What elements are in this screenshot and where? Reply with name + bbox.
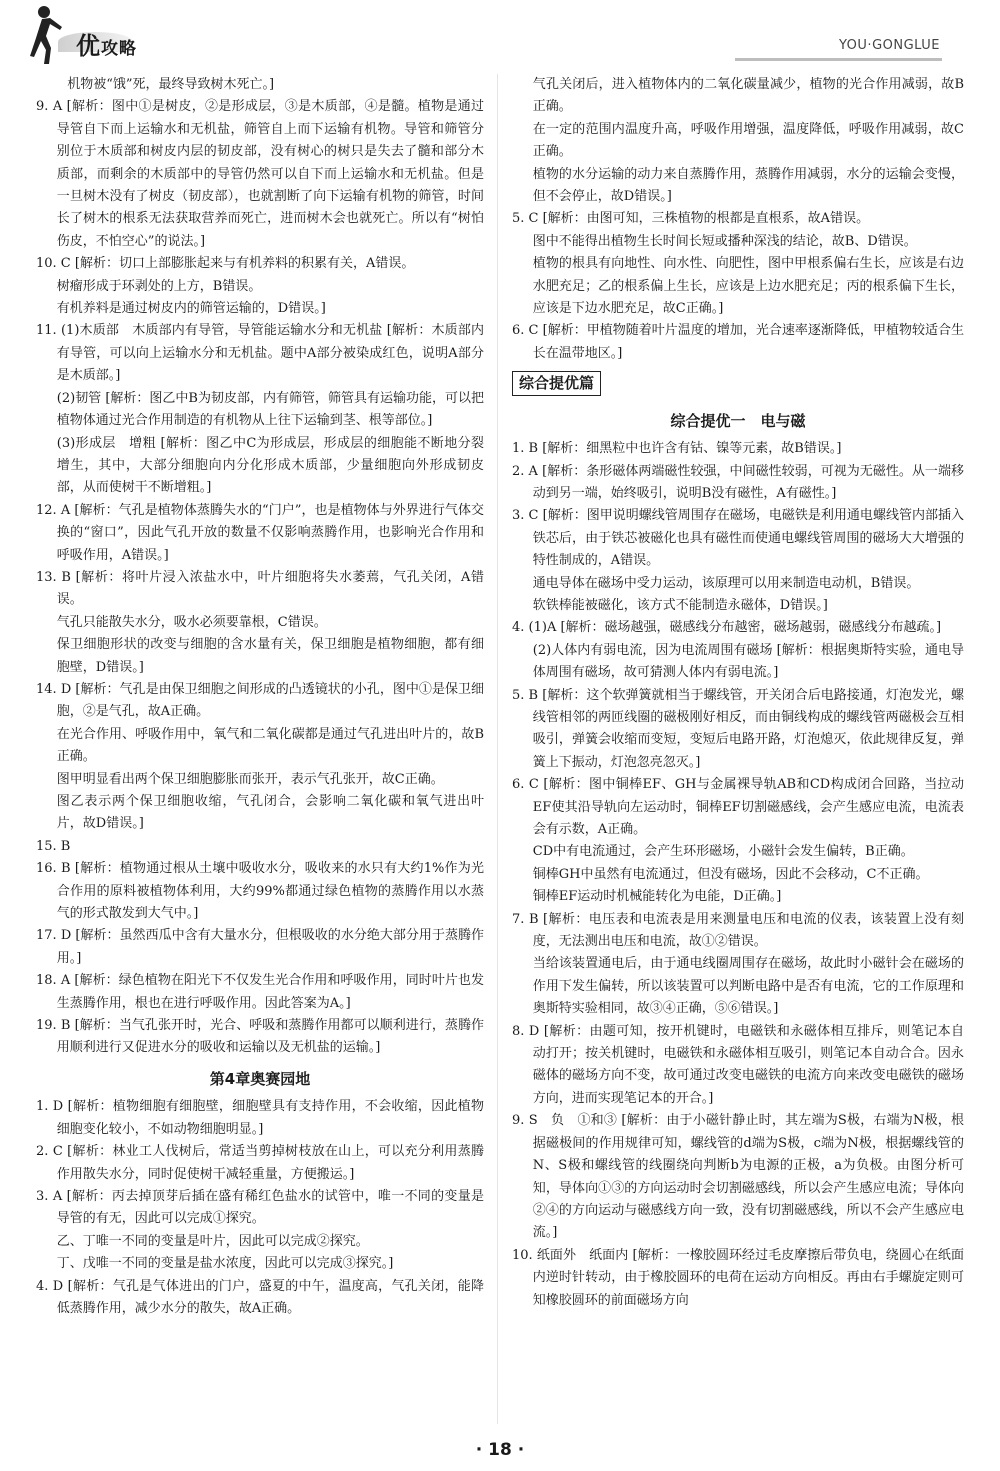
boxed-section-title: 综合提优篇 bbox=[512, 371, 601, 395]
brand-logo bbox=[76, 26, 137, 61]
answer-paragraph: 6. C [解析：甲植物随着叶片温度的增加，光合速率逐渐降低，甲植物较适合生长在温带地区。] bbox=[512, 323, 964, 361]
answer-paragraph: CD中有电流通过，会产生环形磁场，小磁针会发生偏转，B正确。 bbox=[532, 844, 914, 860]
answer-paragraph: (2)人体内有弱电流，因为电流周围有磁场 [解析：根据奥斯特实验，通电导体周围有磁场，故可猜测人体内有弱电流。] bbox=[532, 642, 964, 681]
header-rule bbox=[735, 58, 942, 61]
answer-paragraph: 铜棒GH中虽然有电流通过，但没有磁场，因此不会移动，C不正确。 bbox=[532, 866, 929, 882]
answer-paragraph: 5. B [解析：这个软弹簧就相当于螺线管，开关闭合后电路接通，灯泡发光，螺线管相邻的两匝线圈的磁极刚好相反，而由铜线构成的螺线管两磁极会互相吸引，弹簧会收缩而变短，变短后电路开路，灯泡熄灭，依此规律反复，弹簧上下振动，灯泡忽亮忽灭。] bbox=[512, 687, 964, 770]
answer-paragraph: 植物的水分运输的动力来自蒸腾作用，蒸腾作用减弱，水分的运输会变慢，但不会停止，故D错误。] bbox=[532, 166, 964, 205]
answer-paragraph: 气孔关闭后，进入植物体内的二氧化碳量减少，植物的光合作用减弱，故B正确。 bbox=[532, 77, 964, 115]
answer-paragraph: 丁、戊唯一不同的变量是盐水浓度，因此可以完成③探究。] bbox=[56, 1256, 394, 1272]
answer-paragraph: 当给该装置通电后，由于通电线圈周围存在磁场，故此时小磁针会在磁场的作用下发生偏转，所以该装置可以判断电路中是否有电流，它的工作原理和奥斯特实验相同，故③④正确，⑤⑥错误。] bbox=[532, 956, 964, 1017]
answer-paragraph: (3)形成层 增粗 [解析：图乙中C为形成层，形成层的细胞能不断地分裂增生，其中，大部分细胞向内分化形成木质部，少量细胞向外形成韧皮部，从而使树干不断增粗。] bbox=[56, 435, 484, 496]
section-title-electromagnetism: 综合提优一 电与磁 bbox=[670, 411, 806, 430]
answer-paragraph: 机物被“饿”死，最终导致树木死亡。] bbox=[67, 77, 275, 92]
column-divider bbox=[497, 74, 498, 1424]
answer-paragraph: 树瘤形成于环剥处的上方，B错误。 bbox=[56, 278, 262, 294]
answer-paragraph: 植物的根具有向地性、向水性、向肥性，图中甲根系偏右生长，应该是右边水肥充足；乙的根系偏上生长，应该是上边水肥充足；丙的根系偏下生长，应该是下边水肥充足，故C正确。] bbox=[532, 256, 964, 317]
answer-paragraph: 在光合作用、呼吸作用中，氧气和二氧化碳都是通过气孔进出叶片的，故B正确。 bbox=[56, 726, 484, 765]
runner-logo-icon bbox=[22, 4, 70, 66]
answer-paragraph: 3. A [解析：丙去掉顶芽后插在盛有稀红色盐水的试管中，唯一不同的变量是导管的有无，因此可以完成①探究。 bbox=[36, 1188, 484, 1227]
answer-paragraph: 6. C [解析：图中铜棒EF、GH与金属裸导轨AB和CD构成闭合回路，当拉动EF使其沿导轨向左运动时，铜棒EF切割磁感线，会产生感应电流，电流表会有示数，A正确。 bbox=[512, 777, 964, 837]
answer-paragraph: 10. C [解析：切口上部膨胀起来与有机养料的积累有关，A错误。 bbox=[36, 256, 415, 272]
answer-paragraph: 9. S 负 ①和③ [解析：由于小磁针静止时，其左端为S极，右端为N极，根据磁极间的作用规律可知，螺线管的d端为S极，c端为N极，根据螺线管的N、S极和螺线管的线圈绕向判断b为电源的正极，a为负极。由图分析可知，导体向①③的方向运动时会切割磁感线，所以会产生感应电流；导体向②④的方向运动与磁感线方向一致，没有切割磁感线，所以不会产生感应电流。] bbox=[512, 1113, 964, 1241]
answer-paragraph: 图甲明显看出两个保卫细胞膨胀而张开，表示气孔张开，故C正确。 bbox=[56, 771, 444, 787]
left-answers bbox=[36, 74, 484, 1060]
brand-main: 优 bbox=[76, 31, 101, 60]
right-answers-2 bbox=[512, 438, 964, 1312]
answer-paragraph: 乙、丁唯一不同的变量是叶片，因此可以完成②探究。 bbox=[56, 1233, 369, 1249]
answer-paragraph: 9. A [解析：图中①是树皮，②是形成层，③是木质部，④是髓。植物是通过导管自下而上运输水和无机盐，筛管自上而下运输有机物。导管和筛管分别位于木质部和树皮内层的韧皮部，没有树心的树只是失去了髓和部分木质部，而剩余的木质部中的导管仍然可以自下而上运输水和无机盐。但是一旦树木没有了树皮（韧皮部），也就割断了向下运输有机物的筛管，时间长了树木的根系无法获取营养而死亡，进而树木会也就死亡。所以有“树怕伤皮，不怕空心”的说法。] bbox=[36, 99, 484, 249]
right-answers bbox=[512, 74, 964, 365]
answer-paragraph: 12. A [解析：气孔是植物体蒸腾失水的“门户”，也是植物体与外界进行气体交换的“窗口”，因此气孔开放的数量不仅影响蒸腾作用，也影响光合作用和呼吸作用，A错误。] bbox=[36, 502, 484, 563]
answer-paragraph: 13. B [解析：将叶片浸入浓盐水中，叶片细胞将失水萎蔫，气孔关闭，A错误。 bbox=[36, 569, 484, 608]
answer-paragraph: 图乙表示两个保卫细胞收缩，气孔闭合，会影响二氧化碳和氧气进出叶片，故D错误。] bbox=[56, 794, 484, 832]
answer-paragraph: 10. 纸面外 纸面内 [解析：一橡胶圆环经过毛皮摩擦后带负电，绕圆心在纸面内逆时针转动，由于橡胶圆环的电荷在运动方向相反。再由右手螺旋定则可知橡胶圆环的前面磁场方向 bbox=[512, 1247, 964, 1308]
answer-paragraph: 7. B [解析：电压表和电流表是用来测量电压和电流的仪表，该装置上没有刻度，无法测出电压和电流，故①②错误。 bbox=[512, 911, 964, 950]
answer-paragraph: 2. C [解析：林业工人伐树后，常适当剪掉树枝放在山上，可以充分利用蒸腾作用散失水分，同时促使树干减轻重量，方便搬运。] bbox=[36, 1144, 484, 1182]
answer-paragraph: 气孔只能散失水分，吸水必须要靠根，C错误。 bbox=[56, 614, 327, 630]
answer-paragraph: 4. (1)A [解析：磁场越强，磁感线分布越密，磁场越弱，磁感线分布越疏。] bbox=[512, 620, 942, 636]
answer-paragraph: 16. B [解析：植物通过根从土壤中吸收水分，吸收来的水只有大约1%作为光合作用的原料被植物体利用，大约99%都通过绿色植物的蒸腾作用以水蒸气的形式散发到大气中。] bbox=[36, 861, 484, 922]
answer-paragraph: 保卫细胞形状的改变与细胞的含水量有关，保卫细胞是植物细胞，都有细胞壁，D错误。] bbox=[56, 637, 484, 675]
answer-paragraph: 在一定的范围内温度升高，呼吸作用增强，温度降低，呼吸作用减弱，故C正确。 bbox=[532, 121, 964, 160]
answer-paragraph: 有机养料是通过树皮内的筛管运输的，D错误。] bbox=[56, 301, 326, 317]
answer-paragraph: 3. C [解析：图甲说明螺线管周围存在磁场，电磁铁是利用通电螺线管内部插入铁芯后，由于铁芯被磁化也具有磁性而使通电螺线管周围的磁场大大增强的特性制成的，A错误。 bbox=[512, 508, 964, 569]
answer-paragraph: 8. D [解析：由题可知，按开机键时，电磁铁和永磁体相互排斥，则笔记本自动打开；按关机键时，电磁铁和永磁体相互吸引，则笔记本自动合合。因永磁体的磁场方向不变，故可通过改变电磁铁的电流方向来改变电磁铁的磁场方向，进而实现笔记本的开合。] bbox=[512, 1023, 964, 1106]
answer-paragraph: 17. D [解析：虽然西瓜中含有大量水分，但根吸收的水分绝大部分用于蒸腾作用。] bbox=[36, 928, 484, 966]
page-number: · 18 · bbox=[475, 1440, 525, 1460]
answer-paragraph: 18. A [解析：绿色植物在阳光下不仅发生光合作用和呼吸作用，同时叶片也发生蒸腾作用，根也在进行呼吸作用。因此答案为A。] bbox=[36, 973, 484, 1011]
answer-paragraph: 4. D [解析：气孔是气体进出的门户，盛夏的中午，温度高，气孔关闭，能降低蒸腾作用，减少水分的散失，故A正确。 bbox=[36, 1278, 484, 1316]
answer-paragraph: (2)韧管 [解析：图乙中B为韧皮部，内有筛管，筛管具有运输功能，可以把植物体通过光合作用制造的有机物从上往下运输到茎、根等部位。] bbox=[56, 390, 484, 429]
left-column bbox=[36, 74, 484, 1320]
header-right-text: YOU·GONGLUE bbox=[838, 38, 940, 53]
answer-paragraph: 1. D [解析：植物细胞有细胞壁，细胞壁具有支持作用，不会收缩，因此植物细胞变化较小，不如动物细胞明显。] bbox=[36, 1099, 484, 1137]
page-header bbox=[0, 0, 1000, 80]
answer-paragraph: 1. B [解析：细黑粒中也许含有钴、镍等元素，故B错误。] bbox=[512, 441, 842, 457]
answer-paragraph: 19. B [解析：当气孔张开时，光合、呼吸和蒸腾作用都可以顺利进行，蒸腾作用顺利进行又促进水分的吸收和运输以及无机盐的运输。] bbox=[36, 1018, 484, 1056]
answer-paragraph: 图中不能得出植物生长时间长短或播种深浅的结论，故B、D错误。 bbox=[532, 233, 917, 249]
brand-small: 攻略 bbox=[101, 39, 137, 59]
answer-paragraph: 14. D [解析：气孔是由保卫细胞之间形成的凸透镜状的小孔，图中①是保卫细胞，②是气孔，故A正确。 bbox=[36, 681, 484, 720]
right-column bbox=[512, 74, 964, 1312]
answer-paragraph: 15. B bbox=[36, 838, 71, 854]
answer-paragraph: 软铁棒能被磁化，该方式不能制造永磁体，D错误。] bbox=[532, 597, 828, 613]
answer-paragraph: 通电导体在磁场中受力运动，该原理可以用来制造电动机，B错误。 bbox=[532, 575, 920, 591]
answer-paragraph: 5. C [解析：由图可知，三株植物的根都是直根系，故A错误。 bbox=[512, 211, 870, 227]
answer-paragraph: 11. (1)木质部 木质部内有导管，导管能运输水分和无机盐 [解析：木质部内有导管，可以向上运输水分和无机盐。题中A部分被染成红色，说明A部分是木质部。] bbox=[36, 323, 484, 384]
section-title-olympiad: 第4章奥赛园地 bbox=[209, 1069, 311, 1088]
answer-paragraph: 铜棒EF运动时机械能转化为电能，D正确。] bbox=[532, 889, 782, 905]
left-answers-2 bbox=[36, 1096, 484, 1320]
answer-paragraph: 2. A [解析：条形磁体两端磁性较强，中间磁性较弱，可视为无磁性。从一端移动到另一端，始终吸引，说明B没有磁性，A有磁性。] bbox=[512, 463, 964, 501]
